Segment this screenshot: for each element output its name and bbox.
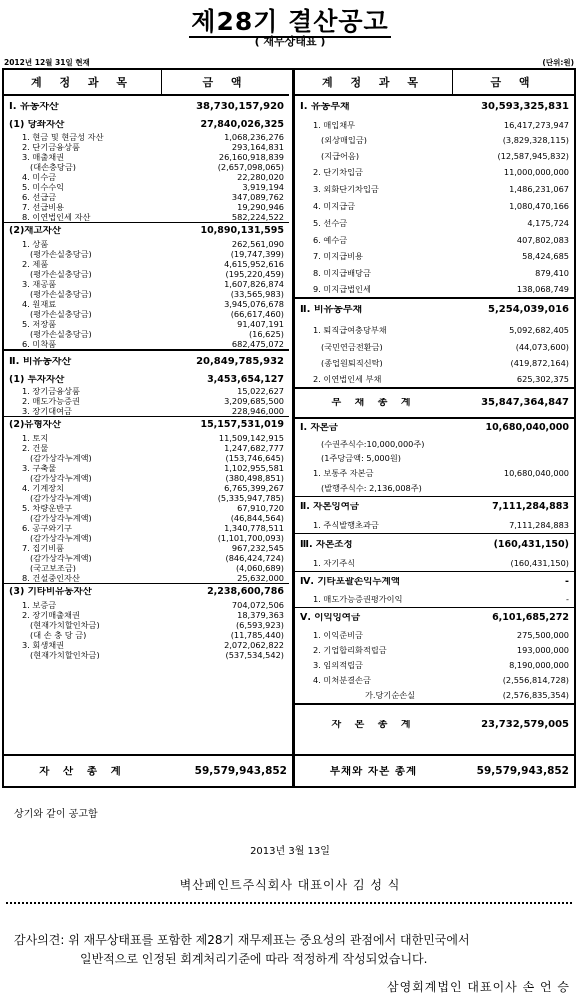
account-name: 6. 선급금 bbox=[22, 192, 57, 202]
liabilities-equity-total-row bbox=[295, 754, 574, 786]
account-amount: 6,765,399,267 bbox=[224, 482, 284, 493]
assets-column bbox=[4, 70, 289, 786]
account-row bbox=[4, 396, 289, 406]
account-amount: 11,000,000,000 bbox=[503, 166, 569, 177]
account-name: (국민연금전환금) bbox=[321, 342, 383, 352]
account-row bbox=[4, 182, 289, 192]
account-row bbox=[4, 202, 289, 212]
account-row bbox=[295, 451, 574, 465]
account-name: Ⅱ. 비유동자산 bbox=[9, 357, 72, 367]
account-amount: 3,209,685,500 bbox=[224, 395, 284, 406]
account-amount: (5,335,947,785) bbox=[217, 492, 284, 503]
account-row bbox=[4, 373, 289, 386]
account-row bbox=[4, 573, 289, 583]
account-row bbox=[4, 142, 289, 152]
account-name: 1. 현금 및 현금성 자산 bbox=[22, 132, 104, 142]
account-name: (감가상각누계액) bbox=[30, 553, 92, 563]
account-amount: 26,160,918,839 bbox=[218, 151, 284, 162]
account-row bbox=[4, 269, 289, 279]
account-amount: 35,847,364,847 bbox=[481, 397, 569, 408]
account-row bbox=[295, 465, 574, 481]
account-name: 3. 장기대여금 bbox=[22, 406, 72, 416]
account-name: 3. 구축물 bbox=[22, 463, 57, 473]
account-amount: (160,431,150) bbox=[493, 538, 569, 550]
account-amount: 262,561,090 bbox=[231, 238, 284, 249]
account-amount: (2,556,814,728) bbox=[502, 675, 569, 686]
account-amount: (1,101,700,093) bbox=[217, 532, 284, 543]
account-row bbox=[295, 437, 574, 451]
assets-header bbox=[4, 70, 289, 96]
account-amount: (46,844,564) bbox=[230, 512, 284, 523]
account-row bbox=[4, 610, 289, 620]
account-amount: 5,254,039,016 bbox=[488, 304, 569, 315]
account-row bbox=[295, 496, 574, 517]
account-name: (종업원퇴직신탁) bbox=[321, 358, 383, 368]
account-row bbox=[4, 406, 289, 416]
account-row bbox=[4, 162, 289, 172]
account-row bbox=[295, 118, 574, 132]
account-amount: 15,022,627 bbox=[237, 385, 284, 396]
account-amount: 10,890,131,595 bbox=[200, 225, 284, 237]
account-name: 2. 건물 bbox=[22, 443, 49, 453]
account-amount: 1,486,231,067 bbox=[509, 183, 569, 194]
account-name: 2. 단기차입금 bbox=[313, 167, 363, 177]
account-row bbox=[4, 630, 289, 640]
account-amount: 682,475,072 bbox=[231, 338, 284, 349]
account-amount: 2,238,600,786 bbox=[207, 586, 284, 598]
liabilities-equity-total-amount: 59,579,943,852 bbox=[476, 764, 569, 777]
assets-total-row bbox=[4, 754, 292, 786]
account-row bbox=[4, 319, 289, 329]
account-name: 2. 기업합리화적립금 bbox=[313, 646, 387, 655]
account-amount: (16,625) bbox=[248, 328, 284, 339]
account-amount: 3,453,654,127 bbox=[207, 373, 284, 385]
account-amount: 3,919,194 bbox=[242, 181, 284, 192]
account-row bbox=[295, 703, 574, 745]
account-name: 1. 주식발행초과금 bbox=[313, 520, 379, 530]
amount-header: 금 액 bbox=[202, 76, 249, 89]
account-name: 4. 원재료 bbox=[22, 299, 57, 309]
document-title: 제28기 결산공고 bbox=[191, 7, 389, 36]
assets-total-label: 자 산 총 계 bbox=[39, 765, 126, 777]
account-amount: 2,072,062,822 bbox=[224, 639, 284, 650]
account-amount: 10,680,040,000 bbox=[503, 467, 569, 478]
account-row bbox=[4, 118, 289, 132]
account-row bbox=[295, 297, 574, 321]
account-name: 5. 선수금 bbox=[313, 219, 348, 228]
account-amount: 25,632,000 bbox=[237, 572, 284, 583]
account-name: 3. 임의적립금 bbox=[313, 661, 363, 670]
liabilities-rows bbox=[295, 96, 574, 745]
account-name: 부 채 총 계 bbox=[331, 398, 416, 408]
account-name: 1. 보통주 자본금 bbox=[313, 468, 374, 478]
account-amount: 58,424,685 bbox=[522, 251, 569, 262]
account-amount: 19,290,946 bbox=[237, 201, 284, 212]
account-row bbox=[4, 473, 289, 483]
account-row bbox=[4, 553, 289, 563]
account-name: (발행주식수: 2,136,008주) bbox=[321, 484, 422, 493]
account-row bbox=[295, 658, 574, 673]
account-row bbox=[4, 96, 289, 118]
account-row bbox=[4, 453, 289, 463]
account-name: (지급어음) bbox=[321, 151, 360, 161]
account-amount: (12,587,945,832) bbox=[497, 150, 569, 161]
account-name: (감가상각누계액) bbox=[30, 453, 92, 463]
account-name: 2. 매도가능증권 bbox=[22, 396, 80, 406]
account-name: 7. 집기비품 bbox=[22, 543, 65, 553]
account-row bbox=[4, 289, 289, 299]
account-name: 2. 단기금융상품 bbox=[22, 142, 80, 152]
account-name: (현재가치할인차금) bbox=[30, 650, 100, 660]
account-row bbox=[295, 387, 574, 417]
account-name: (2)유형자산 bbox=[9, 420, 62, 430]
account-amount: 138,068,749 bbox=[516, 283, 569, 294]
account-row bbox=[4, 386, 289, 396]
account-row bbox=[4, 620, 289, 630]
account-row bbox=[295, 132, 574, 148]
liabilities-equity-total-label: 부채와 자본 총계 bbox=[329, 765, 418, 777]
account-row bbox=[4, 503, 289, 513]
account-amount: 91,407,191 bbox=[237, 318, 284, 329]
account-amount: 4,175,724 bbox=[527, 218, 569, 229]
account-amount: 5,092,682,405 bbox=[509, 324, 569, 335]
account-row bbox=[4, 433, 289, 443]
account-name: 8. 이연법인세 자산 bbox=[22, 212, 91, 222]
account-name: (현재가치할인차금) bbox=[30, 620, 100, 630]
account-name: (평가손실충당금) bbox=[30, 309, 92, 319]
signature-date: 2013년 3월 13일 bbox=[250, 846, 330, 857]
account-row bbox=[295, 232, 574, 248]
account-name: 1. 보증금 bbox=[22, 600, 57, 610]
account-amount: (2,576,835,354) bbox=[502, 690, 569, 701]
account-amount: 3,945,076,678 bbox=[224, 298, 284, 309]
account-row bbox=[295, 339, 574, 355]
account-amount: 293,164,831 bbox=[231, 141, 284, 152]
account-name: (1) 당좌자산 bbox=[9, 120, 65, 130]
account-row bbox=[4, 513, 289, 523]
liabilities-header bbox=[295, 70, 574, 96]
account-row bbox=[4, 640, 289, 650]
account-name: 4. 기계장치 bbox=[22, 483, 65, 493]
account-row bbox=[295, 198, 574, 215]
account-name: (평가손실충당금) bbox=[30, 249, 92, 259]
account-row bbox=[295, 96, 574, 118]
announcement-note: 상기와 같이 공고함 bbox=[14, 809, 98, 820]
account-amount: 879,410 bbox=[535, 267, 569, 278]
account-row bbox=[295, 628, 574, 643]
account-row bbox=[4, 543, 289, 553]
account-amount: 625,302,375 bbox=[516, 373, 569, 384]
account-row bbox=[295, 643, 574, 658]
account-name: 1. 퇴직급여충당부채 bbox=[313, 325, 387, 335]
account-amount: 38,730,157,920 bbox=[196, 101, 284, 112]
account-amount: (11,785,440) bbox=[230, 629, 284, 640]
account-amount: 8,190,000,000 bbox=[509, 660, 569, 671]
account-name: 5. 저장품 bbox=[22, 319, 57, 329]
account-row bbox=[295, 591, 574, 607]
account-name: 자 본 총 계 bbox=[331, 720, 416, 730]
account-name: 7. 미지급비용 bbox=[313, 252, 363, 261]
dotted-divider bbox=[6, 902, 572, 904]
account-name: Ⅱ. 비유동부채 bbox=[300, 305, 363, 315]
account-header: 계 정 과 목 bbox=[295, 70, 453, 94]
account-name: 2. 장기매출채권 bbox=[22, 610, 80, 620]
account-amount: (4,060,689) bbox=[235, 562, 284, 573]
account-name: 3. 매출채권 bbox=[22, 152, 65, 162]
account-amount: (153,746,645) bbox=[225, 452, 284, 463]
account-amount: (160,431,150) bbox=[510, 557, 569, 568]
account-amount: 347,089,762 bbox=[231, 191, 284, 202]
assets-total-amount: 59,579,943,852 bbox=[194, 764, 287, 777]
account-amount: (19,747,399) bbox=[230, 248, 284, 259]
account-row bbox=[295, 688, 574, 703]
account-row bbox=[4, 443, 289, 453]
account-amount: - bbox=[566, 593, 569, 604]
account-row bbox=[4, 483, 289, 493]
account-name: 3. 회생채권 bbox=[22, 640, 65, 650]
account-name: 4. 미수금 bbox=[22, 172, 57, 182]
account-amount: (44,073,600) bbox=[515, 341, 569, 352]
account-amount: 7,111,284,883 bbox=[509, 519, 569, 530]
account-name: 6. 공구와기구 bbox=[22, 523, 72, 533]
account-name: 3. 재공품 bbox=[22, 279, 57, 289]
account-row bbox=[4, 299, 289, 309]
account-row bbox=[4, 152, 289, 162]
account-row bbox=[295, 481, 574, 496]
account-amount: 22,280,020 bbox=[237, 171, 284, 182]
account-row bbox=[295, 533, 574, 555]
account-amount: (6,593,923) bbox=[235, 619, 284, 630]
account-name: 1. 장기금융상품 bbox=[22, 386, 80, 396]
account-amount: - bbox=[565, 575, 569, 587]
account-amount: 582,224,522 bbox=[231, 211, 284, 222]
account-amount: 1,247,682,777 bbox=[224, 442, 284, 453]
audit-opinion-text-2: 일반적으로 인정된 회계처리기준에 따라 적정하게 작성되었습니다. bbox=[80, 952, 428, 966]
account-name: 가.당기순손실 bbox=[365, 691, 416, 700]
account-name: 8. 건설중인자산 bbox=[22, 573, 80, 583]
account-amount: 7,111,284,883 bbox=[492, 501, 569, 513]
account-amount: 67,910,720 bbox=[237, 502, 284, 513]
account-name: (국고보조금) bbox=[30, 563, 76, 573]
account-name: (1) 투자자산 bbox=[9, 374, 65, 385]
account-name: 2. 이연법인세 부채 bbox=[313, 374, 382, 384]
account-name: 7. 선급비용 bbox=[22, 202, 65, 212]
account-name: 5. 미수수익 bbox=[22, 182, 65, 192]
account-row bbox=[295, 417, 574, 437]
account-row bbox=[295, 355, 574, 371]
account-amount: (846,424,724) bbox=[225, 552, 284, 563]
account-amount: 4,615,952,616 bbox=[224, 258, 284, 269]
account-amount: 16,417,273,947 bbox=[503, 119, 569, 130]
account-row bbox=[4, 329, 289, 339]
account-amount: 15,157,531,019 bbox=[200, 419, 284, 431]
account-amount: (2,657,098,065) bbox=[217, 161, 284, 172]
account-row bbox=[4, 132, 289, 142]
account-name: (대 손 충 당 금) bbox=[30, 630, 87, 640]
account-row bbox=[4, 309, 289, 319]
account-amount: 1,102,955,581 bbox=[224, 462, 284, 473]
account-row bbox=[295, 215, 574, 232]
account-row bbox=[295, 148, 574, 164]
account-name: 9. 미지급법인세 bbox=[313, 284, 371, 294]
account-amount: 1,607,826,874 bbox=[224, 278, 284, 289]
account-amount: 228,946,000 bbox=[231, 405, 284, 416]
account-name: (감가상각누계액) bbox=[30, 493, 92, 503]
account-name: 4. 미지급금 bbox=[313, 202, 356, 211]
account-amount: 967,232,545 bbox=[231, 542, 284, 553]
account-row bbox=[4, 463, 289, 473]
assets-rows bbox=[4, 96, 289, 660]
liabilities-column bbox=[295, 70, 574, 786]
auditor-signature: 삼영회계법인 대표이사 손 언 승 bbox=[387, 980, 570, 994]
account-amount: 275,500,000 bbox=[516, 630, 569, 641]
account-row bbox=[4, 249, 289, 259]
account-name: 5. 차량운반구 bbox=[22, 503, 72, 513]
account-header: 계 정 과 목 bbox=[4, 70, 162, 94]
unit-label: (단위:원) bbox=[542, 58, 574, 67]
account-amount: 704,072,506 bbox=[231, 599, 284, 610]
report-date: 2012년 12월 31일 현재 bbox=[4, 58, 90, 67]
account-row bbox=[4, 523, 289, 533]
account-row bbox=[295, 248, 574, 265]
account-amount: (380,498,851) bbox=[225, 472, 284, 483]
account-row bbox=[4, 563, 289, 573]
audit-opinion-text-1: 위 재무상태표를 포함한 제28기 재무제표는 중요성의 관점에서 대한민국에서 bbox=[68, 933, 470, 947]
audit-opinion bbox=[14, 931, 576, 969]
account-row bbox=[4, 600, 289, 610]
account-amount: (195,220,459) bbox=[225, 268, 284, 279]
account-name: 1. 매입채무 bbox=[313, 120, 356, 130]
account-amount: (537,534,542) bbox=[225, 649, 284, 660]
account-row bbox=[4, 222, 289, 239]
account-amount: 1,068,236,276 bbox=[224, 131, 284, 142]
audit-opinion-label: 감사의견: bbox=[14, 933, 65, 947]
account-name: Ⅳ. 기타포괄손익누계액 bbox=[300, 576, 400, 587]
account-name: (평가손실충당금) bbox=[30, 269, 92, 279]
account-name: Ⅰ. 자본금 bbox=[300, 423, 338, 433]
account-name: (감가상각누계액) bbox=[30, 473, 92, 483]
account-amount: (3,829,328,115) bbox=[502, 134, 569, 145]
company-signature: 벽산페인트주식회사 대표이사 김 성 식 bbox=[179, 878, 401, 892]
account-name: Ⅰ. 유동자산 bbox=[9, 102, 59, 112]
amount-header: 금 액 bbox=[490, 76, 537, 89]
account-name: 1. 상품 bbox=[22, 239, 49, 249]
account-row bbox=[4, 493, 289, 503]
account-name: (수권주식수:10,000,000주) bbox=[321, 439, 425, 449]
account-name: 6. 예수금 bbox=[313, 235, 348, 245]
account-name: 1. 토지 bbox=[22, 433, 49, 443]
account-amount: 407,802,083 bbox=[516, 234, 569, 245]
account-row bbox=[4, 239, 289, 249]
account-row bbox=[4, 279, 289, 289]
account-amount: (33,565,983) bbox=[230, 288, 284, 299]
account-row bbox=[295, 571, 574, 591]
account-row bbox=[4, 172, 289, 182]
account-name: (감가상각누계액) bbox=[30, 513, 92, 523]
account-name: Ⅰ. 유동부채 bbox=[300, 102, 350, 112]
account-name: (2)재고자산 bbox=[9, 226, 62, 236]
account-row bbox=[295, 555, 574, 571]
balance-sheet-table bbox=[2, 68, 576, 788]
account-amount: 23,732,579,005 bbox=[481, 719, 569, 730]
account-name: (평가손실충당금) bbox=[30, 289, 92, 299]
account-row bbox=[4, 259, 289, 269]
account-amount: (66,617,460) bbox=[230, 308, 284, 319]
account-amount: 10,680,040,000 bbox=[485, 422, 569, 434]
account-name: 8. 미지급배당금 bbox=[313, 268, 371, 278]
account-name: (3) 기타비유동자산 bbox=[9, 587, 92, 597]
account-row bbox=[4, 533, 289, 543]
account-name: 6. 미착품 bbox=[22, 339, 57, 349]
account-row bbox=[295, 164, 574, 180]
account-row bbox=[295, 673, 574, 688]
account-row bbox=[295, 321, 574, 339]
account-amount: 11,509,142,915 bbox=[218, 432, 284, 443]
account-row bbox=[295, 607, 574, 628]
account-name: 1. 자기주식 bbox=[313, 558, 356, 568]
account-amount: (419,872,164) bbox=[510, 357, 569, 368]
account-row bbox=[4, 339, 289, 349]
account-name: Ⅲ. 자본조정 bbox=[300, 539, 353, 550]
account-name: 4. 미처분결손금 bbox=[313, 676, 371, 685]
account-row bbox=[4, 416, 289, 433]
account-name: 1. 이익준비금 bbox=[313, 631, 363, 640]
account-name: 2. 제품 bbox=[22, 259, 49, 269]
account-amount: 193,000,000 bbox=[516, 645, 569, 656]
account-row bbox=[295, 180, 574, 198]
account-row bbox=[4, 212, 289, 222]
account-row bbox=[295, 371, 574, 387]
account-name: (1주당금액: 5,000원) bbox=[321, 453, 401, 463]
account-amount: 6,101,685,272 bbox=[492, 612, 569, 624]
account-amount: 30,593,325,831 bbox=[481, 101, 569, 112]
account-name: 1. 매도가능증권평가이익 bbox=[313, 594, 403, 604]
account-amount: 20,849,785,932 bbox=[196, 356, 284, 367]
account-row bbox=[295, 517, 574, 533]
account-row bbox=[4, 650, 289, 660]
account-row bbox=[4, 192, 289, 202]
account-name: Ⅴ. 이익잉여금 bbox=[300, 613, 361, 623]
account-amount: 27,840,026,325 bbox=[200, 119, 284, 131]
account-amount: 1,080,470,166 bbox=[509, 201, 569, 212]
account-name: (외상매입금) bbox=[321, 135, 367, 145]
account-row bbox=[4, 349, 289, 373]
account-row bbox=[295, 281, 574, 297]
account-name: 3. 외화단기차입금 bbox=[313, 184, 379, 194]
document-subtitle: ( 재무상태표 ) bbox=[254, 35, 326, 48]
account-row bbox=[4, 583, 289, 600]
account-name: (평가손실충당금) bbox=[30, 329, 92, 339]
account-name: (감가상각누계액) bbox=[30, 533, 92, 543]
account-row bbox=[295, 265, 574, 281]
account-name: Ⅱ. 자본잉여금 bbox=[300, 502, 360, 512]
account-amount: 18,379,363 bbox=[237, 609, 284, 620]
account-amount: 1,340,778,511 bbox=[224, 522, 284, 533]
account-name: (대손충당금) bbox=[30, 162, 76, 172]
